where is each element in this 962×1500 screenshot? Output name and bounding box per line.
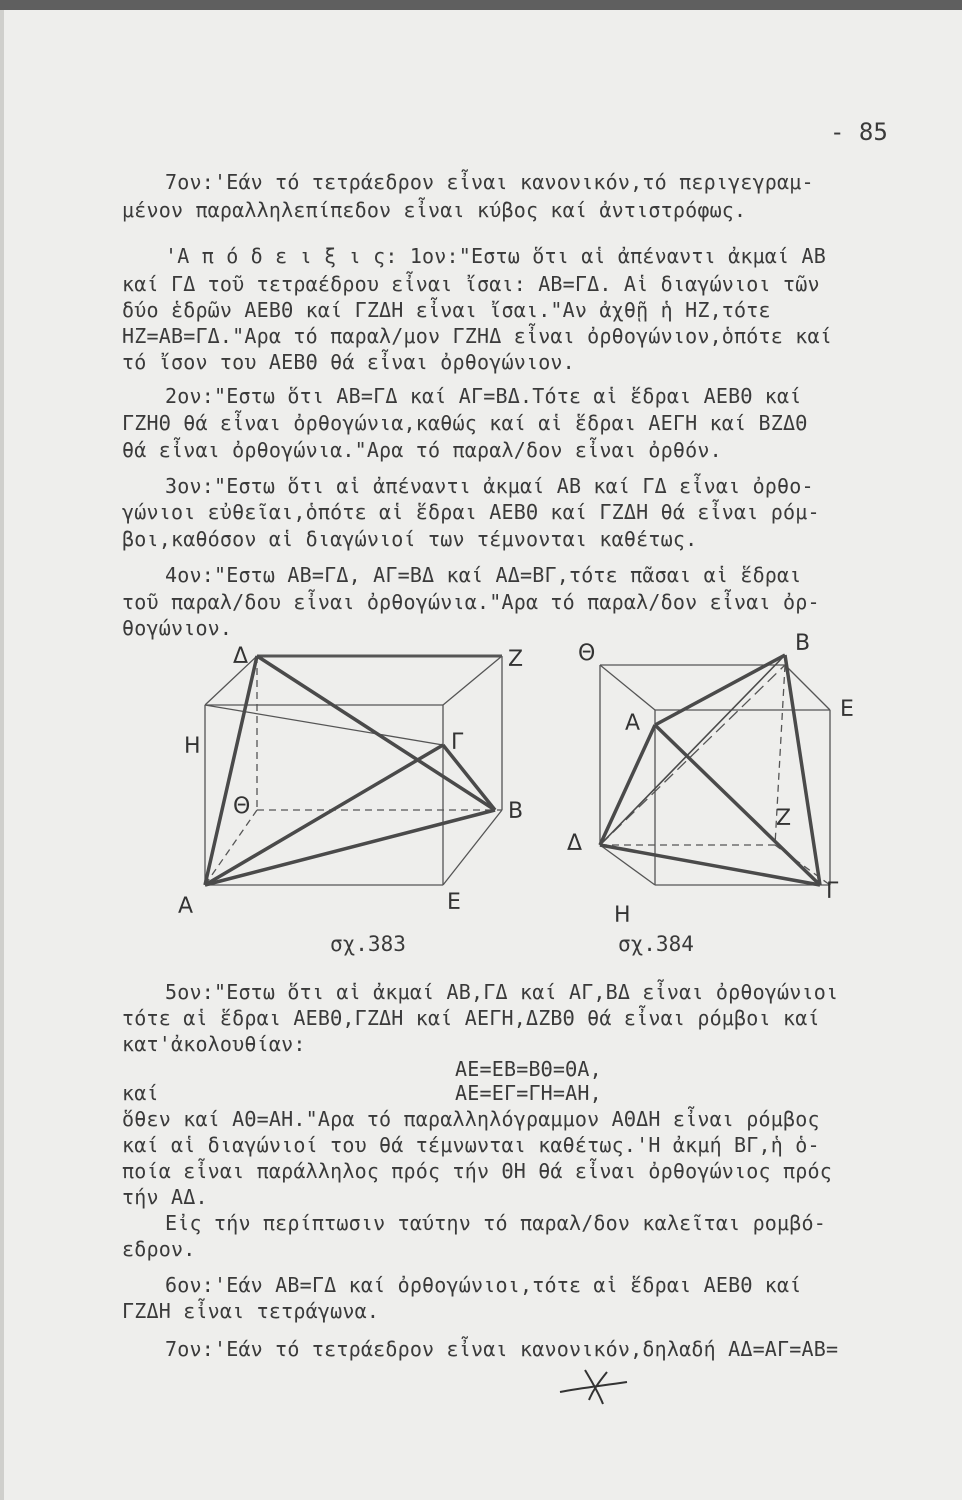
label-eta: Η	[184, 734, 201, 759]
text-line: 2ον:"Εστω ὅτι ΑΒ=ΓΔ καί ΑΓ=ΒΔ.Τότε αἱ ἕδραι ΑΕΒΘ καί	[165, 384, 802, 408]
label-eta: Η	[614, 903, 631, 928]
text-line: 7ον:'Εάν τό τετράεδρον εἶναι κανονικόν,δηλαδή ΑΔ=ΑΓ=ΑΒ=	[165, 1337, 839, 1361]
text-line: ΓΖΔΗ εἶναι τετράγωνα.	[122, 1299, 380, 1323]
figure-384	[560, 630, 854, 930]
text-line: ΑΕ=ΕΒ=ΒΘ=ΘΑ,	[455, 1057, 602, 1081]
text-line: δύο ἑδρῶν ΑΕΒΘ καί ΓΖΔΗ εἶναι ἴσαι."Αν ἀχθῇ ἡ ΗΖ,τότε	[122, 298, 771, 322]
label-beta: Β	[795, 631, 811, 656]
text-line: κατ'ἀκολουθίαν:	[122, 1032, 306, 1056]
text-line: καί ΓΔ τοῦ τετραέδρου εἶναι ἴσαι: ΑΒ=ΓΔ. Αἱ διαγώνιοι τῶν	[122, 272, 820, 296]
text-line: ΗΖ=ΑΒ=ΓΔ."Αρα τό παραλ/μον ΓΖΗΔ εἶναι ὀρθογώνιον,ὁπότε καί	[122, 324, 832, 348]
text-line: καί αἱ διαγώνιοί του θά τέμνωνται καθέτως.'Η ἀκμή ΒΓ,ἡ ὁ-	[122, 1133, 820, 1157]
text-line: 'Α π ό δ ε ι ξ ι ς: 1ον:"Εστω ὅτι αἱ ἀπέναντι ἀκμαί ΑΒ	[165, 244, 827, 268]
scan-left-edge	[0, 10, 4, 1500]
text-line: εδρον.	[122, 1237, 196, 1261]
text-line: βοι,καθόσον αἱ διαγώνιοί των τέμνονται καθέτως.	[122, 527, 698, 551]
label-alpha: Α	[178, 894, 194, 919]
figure-383-caption: σχ.383	[330, 932, 406, 956]
text-line: Εἰς τήν περίπτωσιν ταύτην τό παραλ/δον καλεῖται ρομβό-	[165, 1211, 827, 1235]
label-zeta: Ζ	[776, 806, 792, 831]
label-theta: Θ	[233, 794, 251, 819]
text-line: ΑΕ=ΕΓ=ΓΗ=ΑΗ,	[455, 1081, 602, 1105]
label-gamma: Γ	[826, 879, 839, 904]
text-line: θά εἶναι ὀρθογώνια."Αρα τό παραλ/δον εἶναι ὀρθόν.	[122, 438, 722, 462]
label-beta: Β	[508, 799, 524, 824]
label-gamma: Γ	[451, 730, 464, 755]
text-line: τήν ΑΔ.	[122, 1185, 208, 1209]
label-theta: Θ	[578, 641, 596, 666]
label-delta: Δ	[233, 644, 249, 669]
figure-383	[170, 640, 540, 930]
text-line: ΓΖΗΘ θά εἶναι ὀρθογώνια,καθώς καί αἱ ἕδραι ΑΕΓΗ καί ΒΖΔΘ	[122, 411, 808, 435]
text-line: μένον παραλληλεπίπεδον εἶναι κύβος καί ἀντιστρόφως.	[122, 198, 747, 222]
page-number: - 85	[830, 118, 888, 146]
text-line: γώνιοι εὐθεῖαι,ὁπότε αἱ ἕδραι ΑΕΒΘ καί ΓΖΔΗ θά εἶναι ρόμ-	[122, 500, 820, 524]
handwritten-mark	[555, 1360, 635, 1410]
text-line: τοῦ παραλ/δου εἶναι ὀρθογώνια."Αρα τό παραλ/δον εἶναι ὀρ-	[122, 590, 820, 614]
text-line: 3ον:"Εστω ὅτι αἱ ἀπέναντι ἀκμαί ΑΒ καί ΓΔ εἶναι ὀρθο-	[165, 474, 814, 498]
scan-top-border	[0, 0, 962, 10]
label-epsilon: Ε	[840, 697, 854, 722]
text-line: 4ον:"Εστω ΑΒ=ΓΔ, ΑΓ=ΒΔ καί ΑΔ=ΒΓ,τότε πᾶσαι αἱ ἕδραι	[165, 563, 802, 587]
figure-384-caption: σχ.384	[618, 932, 694, 956]
text-line: θογώνιον.	[122, 616, 233, 640]
text-line: ὅθεν καί ΑΘ=ΑΗ."Αρα τό παραλληλόγραμμον ΑΘΔΗ εἶναι ρόμβος	[122, 1107, 820, 1131]
label-delta: Δ	[567, 831, 583, 856]
label-zeta: Ζ	[508, 647, 524, 672]
text-line: 7ον:'Εάν τό τετράεδρον εἶναι κανονικόν,τό περιγεγραμ-	[165, 170, 814, 194]
text-line: 6ον:'Εάν ΑΒ=ΓΔ καί ὀρθογώνιοι,τότε αἱ ἕδραι ΑΕΒΘ καί	[165, 1273, 802, 1297]
text-line: 5ον:"Εστω ὅτι αἱ ἀκμαί ΑΒ,ΓΔ καί ΑΓ,ΒΔ εἶναι ὀρθογώνιοι	[165, 980, 839, 1004]
label-alpha: Α	[625, 711, 641, 736]
text-line: τό ἴσον του ΑΕΒΘ θά εἶναι ὀρθογώνιον.	[122, 350, 575, 374]
text-line: τότε αἱ ἕδραι ΑΕΒΘ,ΓΖΔΗ καί ΑΕΓΗ,ΔΖΒΘ θά εἶναι ρόμβοι καί	[122, 1006, 820, 1030]
text-line: καί	[122, 1081, 159, 1105]
label-epsilon: Ε	[447, 890, 461, 915]
text-line: ποία εἶναι παράλληλος πρός τήν ΘΗ θά εἶναι ὀρθογώνιος πρός	[122, 1159, 832, 1183]
